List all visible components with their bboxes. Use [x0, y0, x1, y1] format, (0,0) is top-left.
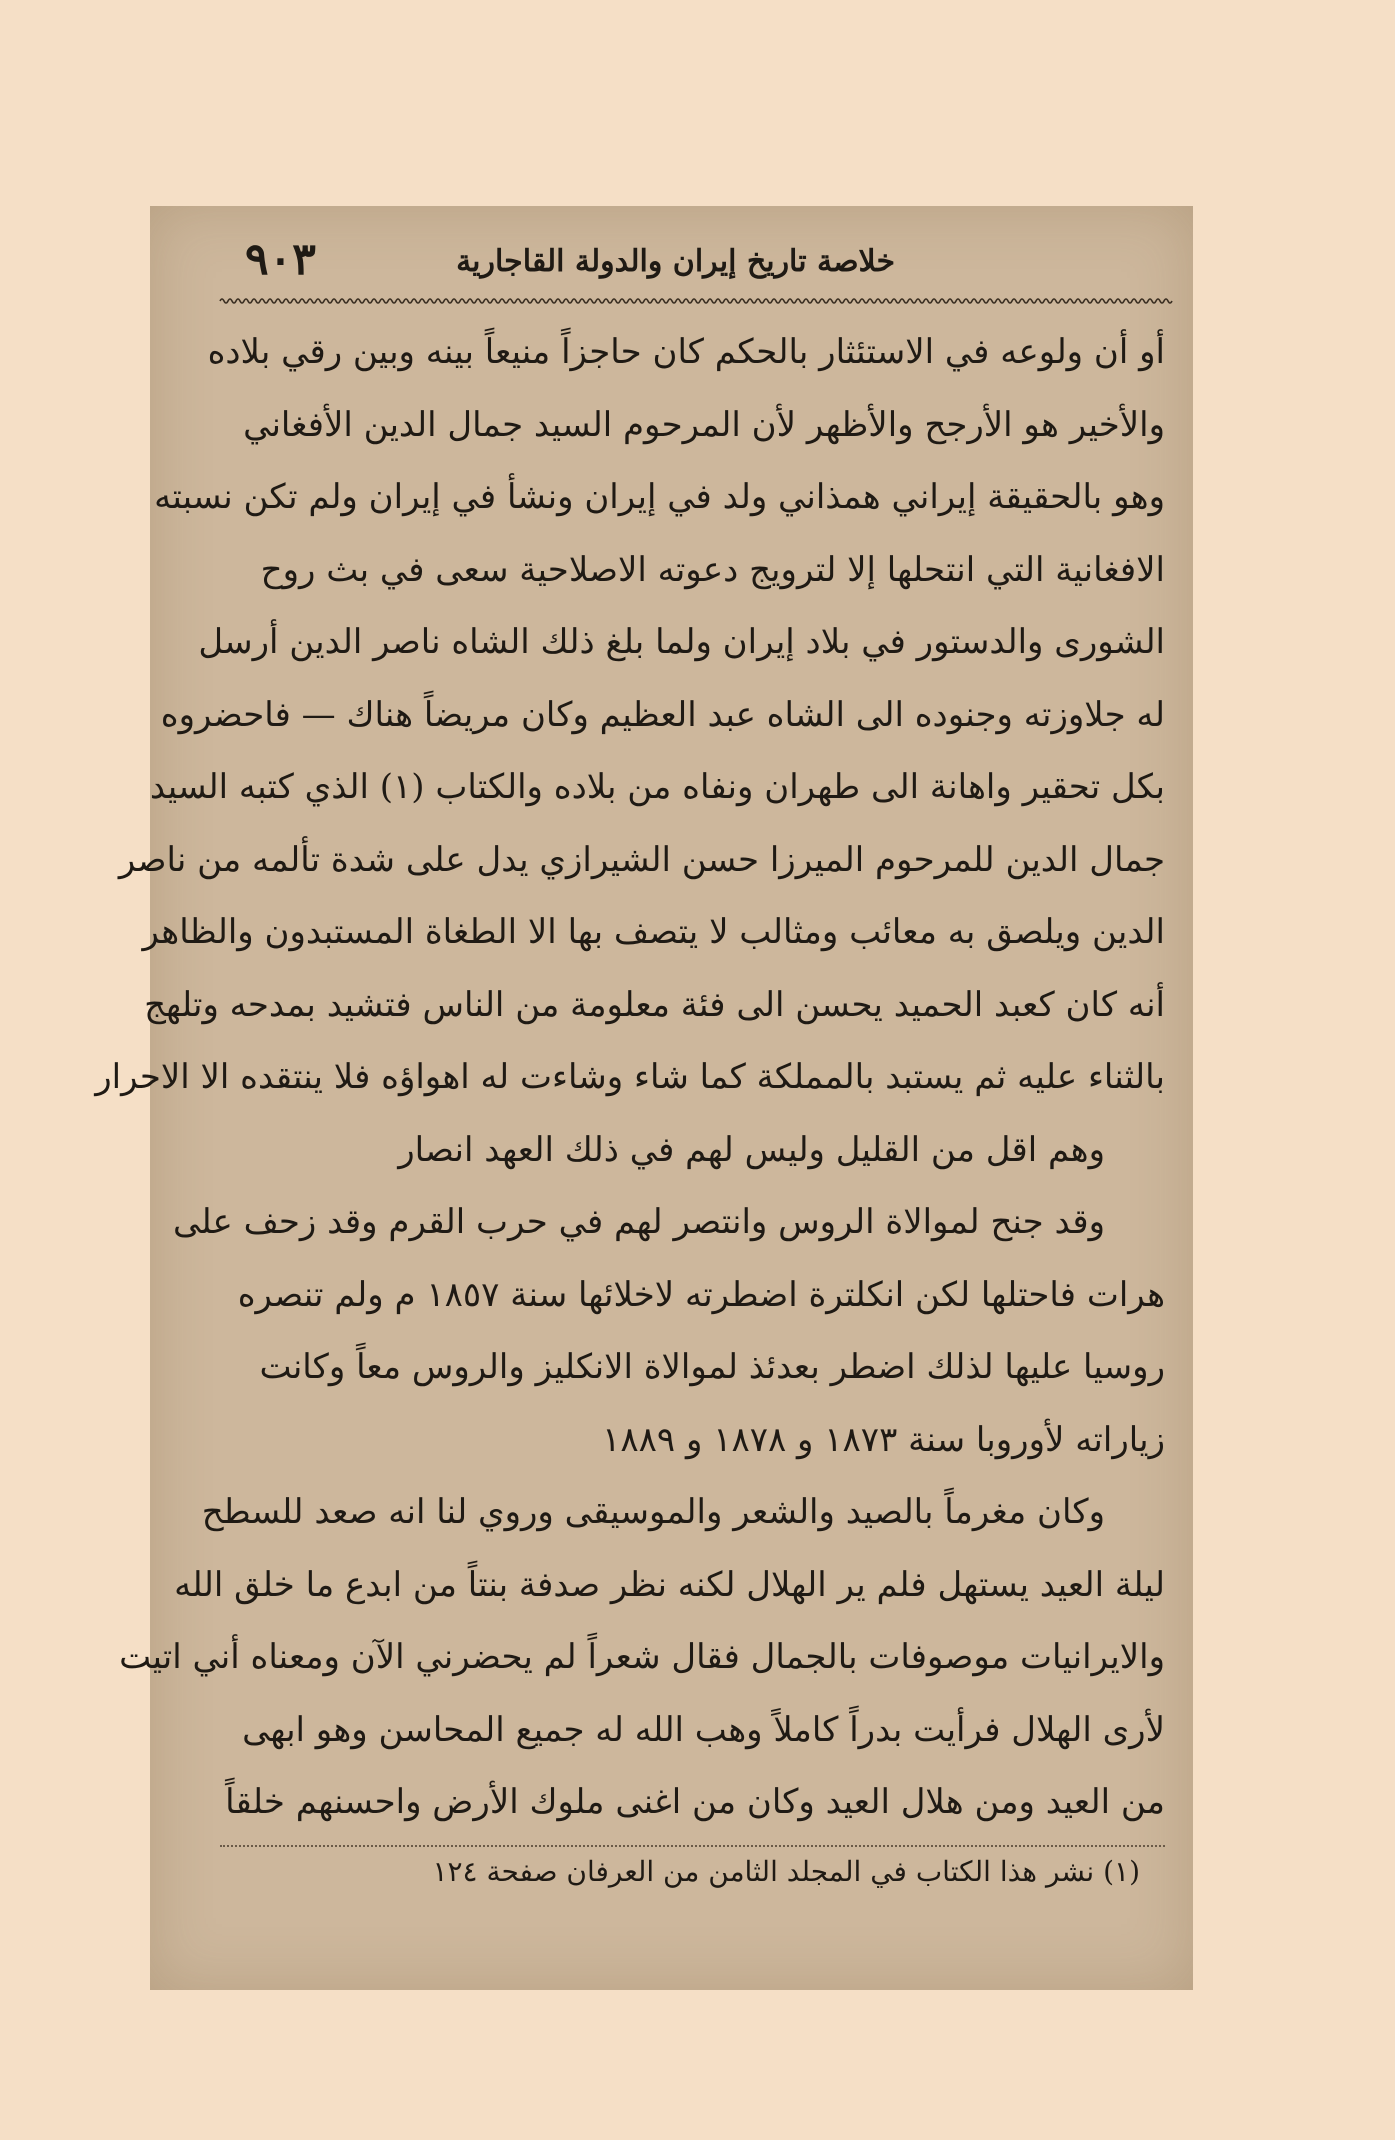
page-number: ٩٠٣ — [245, 234, 316, 285]
text-line: بالثناء عليه ثم يستبد بالمملكة كما شاء وشاءت له اهواؤه فلا ينتقده الا الاحرار — [95, 1057, 1165, 1097]
text-line: جمال الدين للمرحوم الميرزا حسن الشيرازي يدل على شدة تألمه من ناصر — [118, 839, 1165, 880]
text-line: وهم اقل من القليل وليس لهم في ذلك العهد انصار — [398, 1129, 1105, 1170]
body-text — [95, 316, 1165, 1839]
text-line: بكل تحقير واهانة الى طهران ونفاه من بلاده والكتاب (١) الذي كتبه السيد — [149, 767, 1165, 807]
text-line: وقد جنح لموالاة الروس وانتصر لهم في حرب القرم وقد زحف على — [172, 1202, 1105, 1242]
text-line: أو أن ولوعه في الاستئثار بالحكم كان حاجزاً منيعاً بينه وبين رقي بلاده — [207, 332, 1165, 372]
text-line: وهو بالحقيقة إيراني همذاني ولد في إيران ونشأ في إيران ولم تكن نسبته — [154, 477, 1165, 517]
text-line: أنه كان كعبد الحميد يحسن الى فئة معلومة من الناس فتشيد بمدحه وتلهج — [144, 984, 1165, 1025]
text-line: زياراته لأوروبا سنة ١٨٧٣ و ١٨٧٨ و ١٨٨٩ — [602, 1419, 1165, 1460]
text-line: وكان مغرماً بالصيد والشعر والموسيقى وروي لنا انه صعد للسطح — [201, 1492, 1105, 1532]
text-line: ليلة العيد يستهل فلم ير الهلال لكنه نظر صدفة بنتاً من ابدع ما خلق الله — [174, 1564, 1165, 1605]
header-wavy-rule — [220, 296, 1165, 306]
running-title: خلاصة تاريخ إيران والدولة القاجارية — [456, 244, 895, 279]
text-line: والأخير هو الأرجح والأظهر لأن المرحوم السيد جمال الدين الأفغاني — [243, 404, 1165, 445]
text-line: والايرانيات موصوفات بالجمال فقال شعراً لم يحضرني الآن ومعناه أني اتيت — [119, 1637, 1165, 1677]
text-line: له جلاوزته وجنوده الى الشاه عبد العظيم وكان مريضاً هناك — فاحضروه — [160, 694, 1165, 735]
page-header — [220, 230, 1165, 290]
text-line: هرات فاحتلها لكن انكلترة اضطرته لاخلائها سنة ١٨٥٧ م ولم تنصره — [237, 1274, 1165, 1315]
text-line: الدين ويلصق به معائب ومثالب لا يتصف بها الا الطغاة المستبدون والظاهر — [142, 912, 1165, 952]
text-line: الافغانية التي انتحلها إلا لترويج دعوته الاصلاحية سعى في بث روح — [260, 549, 1165, 590]
text-line: روسيا عليها لذلك اضطر بعدئذ لموالاة الانكليز والروس معاً وكانت — [259, 1347, 1165, 1387]
scanned-page — [95, 206, 1193, 1990]
text-line: لأرى الهلال فرأيت بدراً كاملاً وهب الله له جميع المحاسن وهو ابهى — [242, 1709, 1165, 1750]
footnote-rule — [220, 1845, 1165, 1847]
text-line: الشورى والدستور في بلاد إيران ولما بلغ ذلك الشاه ناصر الدين أرسل — [198, 622, 1165, 662]
book-page — [95, 230, 1165, 1970]
footnote: (١) نشر هذا الكتاب في المجلد الثامن من العرفان صفحة ١٢٤ — [432, 1854, 1140, 1888]
text-line: من العيد ومن هلال العيد وكان من اغنى ملوك الأرض واحسنهم خلقاً — [225, 1782, 1165, 1822]
